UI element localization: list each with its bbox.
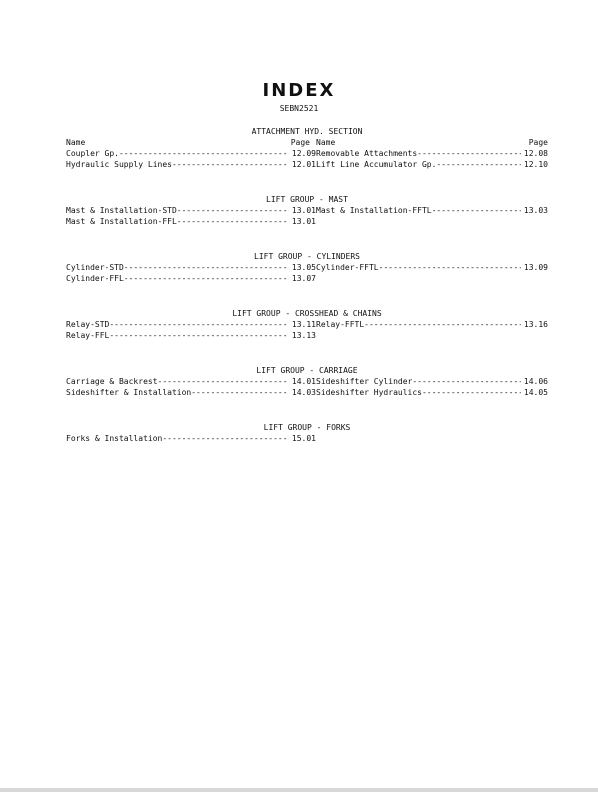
- dot-leader: [119, 148, 289, 159]
- index-row: [66, 205, 548, 216]
- dot-leader: [417, 148, 521, 159]
- entry-name: Cylinder-FFL: [66, 274, 124, 283]
- entry-name: Sideshifter & Installation: [66, 388, 192, 397]
- dot-leader: [162, 433, 289, 444]
- index-section: [66, 127, 548, 170]
- entry-page: 12.09: [291, 149, 316, 158]
- index-entry: [316, 205, 548, 216]
- dot-leader: [177, 216, 289, 227]
- dot-leader: [191, 387, 289, 398]
- index-entry: [66, 433, 316, 444]
- index-row: [66, 319, 548, 330]
- entry-page: 12.10: [523, 160, 548, 169]
- dot-leader: [109, 330, 289, 341]
- name-column-header: Name: [66, 138, 86, 147]
- entry-name: Cylinder-STD: [66, 263, 124, 272]
- entry-page: 14.03: [291, 388, 316, 397]
- index-row: [66, 376, 548, 387]
- index-entry: [66, 273, 316, 284]
- entry-page: 13.05: [291, 263, 316, 272]
- index-entry: [66, 376, 316, 387]
- entry-page: 13.11: [291, 320, 316, 329]
- index-section: [66, 309, 548, 341]
- index-row: [66, 433, 548, 444]
- section-title: LIFT GROUP - FORKS: [263, 423, 351, 432]
- index-entry: [66, 148, 316, 159]
- index-entry: [316, 319, 548, 330]
- index-row: [66, 273, 548, 284]
- entry-page: 13.09: [523, 263, 548, 272]
- section-title: LIFT GROUP - MAST: [266, 195, 348, 204]
- entry-name: Mast & Installation-FFL: [66, 217, 177, 226]
- dot-leader: [379, 262, 521, 273]
- entry-name: Cylinder-FFTL: [316, 263, 379, 272]
- entry-name: Relay-STD: [66, 320, 110, 329]
- entry-name: Carriage & Backrest: [66, 377, 158, 386]
- index-section: [66, 423, 548, 444]
- page-column-header: Page: [290, 138, 310, 147]
- index-row: [66, 330, 548, 341]
- entry-name: Coupler Gp.: [66, 149, 119, 158]
- entry-page: 12.01: [291, 160, 316, 169]
- dot-leader: [109, 319, 289, 330]
- entry-page: 13.03: [523, 206, 548, 215]
- index-entry: [66, 205, 316, 216]
- entry-page: 12.08: [523, 149, 548, 158]
- index-entry: [316, 387, 548, 398]
- index-section: [66, 366, 548, 398]
- index-entry: [66, 262, 316, 273]
- entry-page: 13.01: [291, 206, 316, 215]
- dot-leader: [412, 376, 521, 387]
- entry-page: 14.06: [523, 377, 548, 386]
- entry-name: Lift Line Accumulator Gp.: [316, 160, 437, 169]
- entry-name: Relay-FFTL: [316, 320, 365, 329]
- entry-name: Sideshifter Hydraulics: [316, 388, 422, 397]
- dot-leader: [124, 273, 289, 284]
- dot-leader: [177, 205, 289, 216]
- index-row: [66, 159, 548, 170]
- index-row: [66, 262, 548, 273]
- entry-name: Sideshifter Cylinder: [316, 377, 413, 386]
- entry-name: Mast & Installation-FFTL: [316, 206, 432, 215]
- column-header-row: [66, 137, 548, 148]
- index-entry: [66, 159, 316, 170]
- entry-name: Forks & Installation: [66, 434, 163, 443]
- entry-page: 13.07: [291, 274, 316, 283]
- dot-leader: [172, 159, 289, 170]
- entry-page: 14.05: [523, 388, 548, 397]
- entry-page: 14.01: [291, 377, 316, 386]
- index-section: [66, 252, 548, 284]
- page-title: INDEX: [262, 80, 336, 101]
- page-bottom-edge: [0, 788, 598, 792]
- index-row: [66, 148, 548, 159]
- index-row: [66, 216, 548, 227]
- entry-name: Removable Attachments: [316, 149, 418, 158]
- section-title: LIFT GROUP - CARRIAGE: [256, 366, 358, 375]
- dot-leader: [364, 319, 521, 330]
- dot-leader: [158, 376, 289, 387]
- index-entry: [66, 330, 316, 341]
- index-entry: [316, 148, 548, 159]
- section-title: LIFT GROUP - CYLINDERS: [254, 252, 360, 261]
- section-title: ATTACHMENT HYD. SECTION: [251, 127, 363, 136]
- index-section: [66, 195, 548, 227]
- dot-leader: [436, 159, 520, 170]
- index-entry: [66, 216, 316, 227]
- dot-leader: [422, 387, 521, 398]
- entry-name: Hydraulic Supply Lines: [66, 160, 172, 169]
- index-row: [66, 387, 548, 398]
- name-column-header: Name: [316, 138, 336, 147]
- page-column-header: Page: [528, 138, 548, 147]
- document-number: SEBN2521: [279, 104, 319, 113]
- entry-page: 13.13: [291, 331, 316, 340]
- entry-name: Relay-FFL: [66, 331, 110, 340]
- dot-leader: [432, 205, 521, 216]
- entry-page: 13.16: [523, 320, 548, 329]
- section-title: LIFT GROUP - CROSSHEAD & CHAINS: [232, 309, 382, 318]
- entry-page: 15.01: [291, 434, 316, 443]
- entry-name: Mast & Installation-STD: [66, 206, 177, 215]
- index-entry: [316, 159, 548, 170]
- index-entry: [66, 387, 316, 398]
- index-entry: [66, 319, 316, 330]
- entry-page: 13.01: [291, 217, 316, 226]
- index-entry: [316, 376, 548, 387]
- index-entry: [316, 262, 548, 273]
- dot-leader: [124, 262, 289, 273]
